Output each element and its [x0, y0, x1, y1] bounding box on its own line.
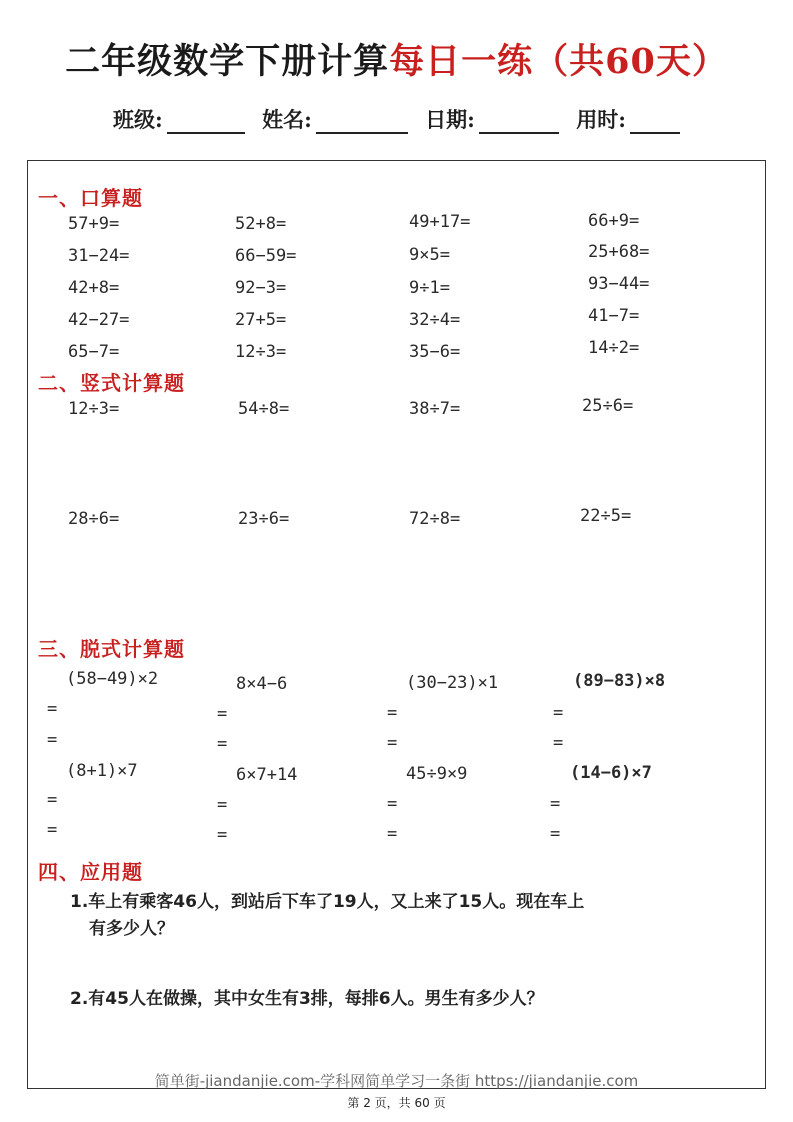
student-info-line: [0, 104, 793, 134]
worksheet-frame: [27, 160, 766, 1089]
oral-problem: 31−24=: [68, 246, 130, 266]
equals-sign: =: [550, 824, 561, 844]
vertical-problem: 54÷8=: [238, 399, 290, 419]
equals-sign: =: [217, 825, 228, 845]
section-oral-heading: 一、口算题: [38, 186, 143, 210]
stepwise-problem: (8+1)×7: [66, 761, 138, 781]
word-problem-2: 2.有45人在做操，其中女生有3排，每排6人。男生有多少人？: [70, 989, 544, 1009]
section-vertical-heading: 二、竖式计算题: [38, 371, 185, 395]
vertical-problem: 22÷5=: [580, 506, 632, 526]
oral-problem: 65−7=: [68, 342, 120, 362]
stepwise-problem: 6×7+14: [236, 765, 298, 785]
class-label: 班级:: [113, 107, 163, 132]
oral-problem: 9÷1=: [409, 278, 450, 298]
stepwise-problem: 45÷9×9: [406, 764, 468, 784]
equals-sign: =: [217, 795, 228, 815]
equals-sign: =: [387, 794, 398, 814]
date-label: 日期:: [425, 107, 475, 132]
equals-sign: =: [217, 734, 228, 754]
oral-problem: 42+8=: [68, 278, 120, 298]
vertical-problem: 23÷6=: [238, 509, 290, 529]
vertical-problem: 25÷6=: [582, 396, 634, 416]
oral-problem: 66+9=: [588, 211, 640, 231]
time-blank[interactable]: [630, 110, 680, 134]
stepwise-problem: (89−83)×8: [573, 671, 666, 691]
oral-problem: 57+9=: [68, 214, 120, 234]
oral-problem: 41−7=: [588, 306, 640, 326]
equals-sign: =: [387, 733, 398, 753]
equals-sign: =: [47, 790, 58, 810]
footer-site-link[interactable]: 简单街-jiandanjie.com-学科网简单学习一条街 https://jiandanjie.com: [154, 1072, 639, 1090]
equals-sign: =: [553, 733, 564, 753]
vertical-problem: 12÷3=: [68, 399, 120, 419]
name-field[interactable]: [262, 104, 408, 134]
stepwise-problem: (30−23)×1: [406, 673, 499, 693]
title-main: 二年级数学下册计算: [65, 41, 390, 82]
title-highlight: 每日一练（共60天）: [389, 41, 728, 82]
class-blank[interactable]: [167, 110, 245, 134]
oral-problem: 14÷2=: [588, 338, 640, 358]
oral-problem: 93−44=: [588, 274, 650, 294]
equals-sign: =: [387, 703, 398, 723]
oral-problem: 27+5=: [235, 310, 287, 330]
name-blank[interactable]: [316, 110, 408, 134]
equals-sign: =: [47, 699, 58, 719]
stepwise-problem: (58−49)×2: [66, 669, 159, 689]
stepwise-problem: 8×4−6: [236, 674, 288, 694]
equals-sign: =: [553, 703, 564, 723]
vertical-problem: 38÷7=: [409, 399, 461, 419]
date-field[interactable]: [425, 104, 559, 134]
word-problem-1-line-2: 有多少人？: [89, 919, 174, 939]
oral-problem: 42−27=: [68, 310, 130, 330]
oral-problem: 66−59=: [235, 246, 297, 266]
class-field[interactable]: [113, 104, 245, 134]
time-field[interactable]: [576, 104, 680, 134]
oral-problem: 9×5=: [409, 245, 450, 265]
equals-sign: =: [47, 730, 58, 750]
oral-problem: 25+68=: [588, 242, 650, 262]
oral-problem: 92−3=: [235, 278, 287, 298]
page-number: 第 2 页，共 60 页: [347, 1096, 446, 1110]
oral-problem: 49+17=: [409, 212, 471, 232]
date-blank[interactable]: [479, 110, 559, 134]
oral-problem: 52+8=: [235, 214, 287, 234]
stepwise-problem: (14−6)×7: [570, 763, 652, 783]
name-label: 姓名:: [262, 107, 312, 132]
word-problem-1-line-1: 1.车上有乘客46人，到站后下车了19人，又上来了15人。现在车上: [70, 892, 585, 912]
section-application-heading: 四、应用题: [38, 860, 143, 884]
oral-problem: 35−6=: [409, 342, 461, 362]
equals-sign: =: [217, 704, 228, 724]
page-title: [0, 34, 793, 84]
oral-problem: 32÷4=: [409, 310, 461, 330]
equals-sign: =: [550, 794, 561, 814]
oral-problem: 12÷3=: [235, 342, 287, 362]
time-label: 用时:: [576, 107, 626, 132]
equals-sign: =: [47, 820, 58, 840]
section-stepwise-heading: 三、脱式计算题: [38, 637, 185, 661]
vertical-problem: 28÷6=: [68, 509, 120, 529]
vertical-problem: 72÷8=: [409, 509, 461, 529]
equals-sign: =: [387, 824, 398, 844]
